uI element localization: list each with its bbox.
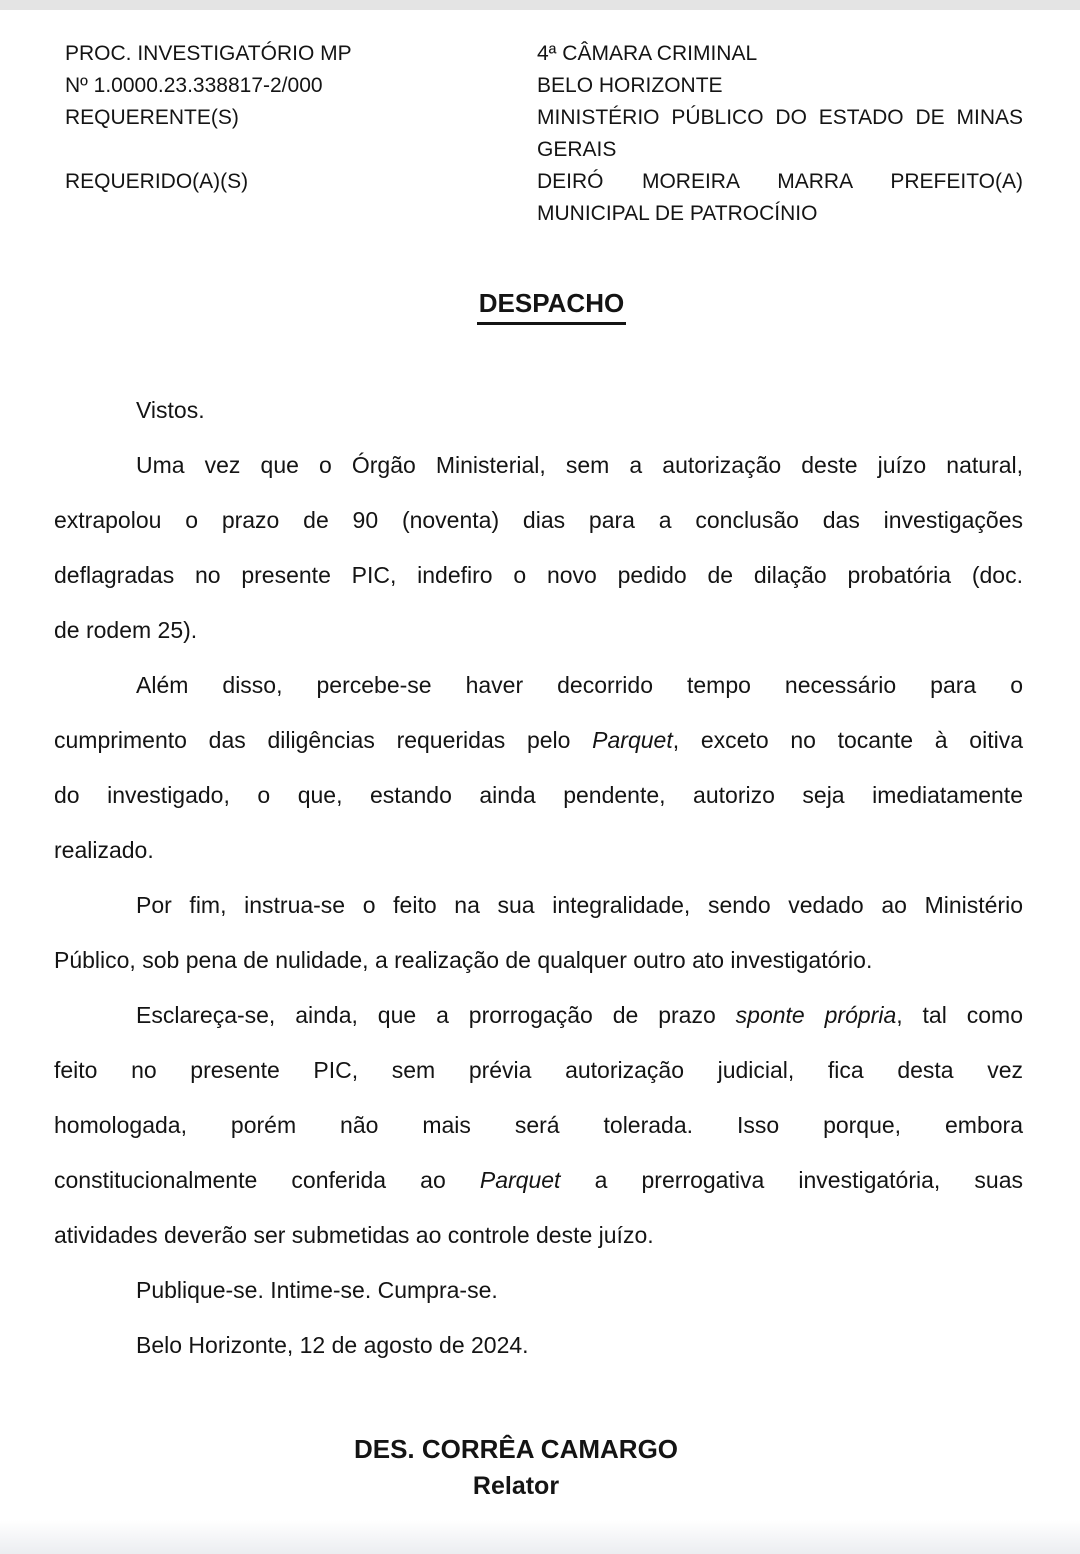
document-title: DESPACHO [477,287,626,325]
signature-name: DES. CORRÊA CAMARGO [353,1434,679,1464]
italic-text-run: sponte própria [735,1002,897,1028]
text-run: realizado. [54,837,154,863]
text-run: Além disso, percebe-se haver decorrido tempo necessário para o [136,672,1023,698]
viewer-top-edge [0,0,1080,10]
header-right-line: 4ª CÂMARA CRIMINAL [537,42,758,65]
text-line [54,933,1023,988]
case-header [65,38,1023,230]
text-line [54,438,1023,493]
text-run: Público, sob pena de nulidade, a realização de qualquer outro ato investigatório. [54,947,873,973]
text-line [54,1263,1023,1318]
text-line [54,1043,1023,1098]
text-line [54,493,1023,548]
text-line [54,383,1023,438]
paragraph [54,878,1023,988]
paragraph [54,438,1023,658]
text-line [54,878,1023,933]
header-right-line: MINISTÉRIO PÚBLICO DO ESTADO DE MINAS [537,106,1023,129]
text-line [54,823,1023,878]
header-right-line: GERAIS [537,138,617,161]
header-left-line: REQUERIDO(A)(S) [65,170,249,193]
header-right-line: MUNICIPAL DE PATROCÍNIO [537,202,818,225]
case-header-right-column [537,38,1023,230]
text-run: extrapolou o prazo de 90 (noventa) dias para a conclusão das investigações [54,507,1023,533]
text-run: atividades deverão ser submetidas ao controle deste juízo. [54,1222,654,1248]
text-line [54,1098,1023,1153]
paragraph [54,658,1023,878]
text-line [54,988,1023,1043]
text-run: Por fim, instrua-se o feito na sua integralidade, sendo vedado ao Ministério [136,892,1023,918]
italic-text-run: Parquet [479,1167,561,1193]
text-run: cumprimento das diligências requeridas pelo [54,727,593,753]
text-run: , tal como [896,1002,1023,1028]
document-body [54,383,1023,1373]
case-header-left-column [65,38,515,230]
text-line [54,1153,1023,1208]
header-left-line: PROC. INVESTIGATÓRIO MP [65,42,352,65]
header-right-line: DEIRÓ MOREIRA MARRA PREFEITO(A) [537,170,1023,193]
text-run: feito no presente PIC, sem prévia autorização judicial, fica desta vez [54,1057,1023,1083]
text-line [54,1318,1023,1373]
text-run: Vistos. [136,397,205,423]
page-bottom-edge [0,1520,1080,1554]
header-right-line: BELO HORIZONTE [537,74,723,97]
header-left-line: Nº 1.0000.23.338817-2/000 [65,74,323,97]
text-run: , exceto no tocante à oitiva [672,727,1023,753]
text-run: de rodem 25). [54,617,198,643]
paragraph [54,383,1023,438]
document-title-wrap [54,287,1023,325]
signature-role: Relator [472,1472,560,1500]
text-run: do investigado, o que, estando ainda pendente, autorizo seja imediatamente [54,782,1023,808]
paragraph [54,1318,1023,1373]
text-line [54,548,1023,603]
text-run: homologada, porém não mais será tolerada. Isso porque, embora [54,1112,1023,1138]
header-left-line: REQUERENTE(S) [65,106,239,129]
signature-block [0,1430,1032,1505]
paragraph [54,988,1023,1263]
text-run: deflagradas no presente PIC, indefiro o novo pedido de dilação probatória (doc. [54,562,1023,588]
text-run: Publique-se. Intime-se. Cumpra-se. [136,1277,498,1303]
paragraph [54,1263,1023,1318]
text-run: a prerrogativa investigatória, suas [560,1167,1023,1193]
text-line [54,658,1023,713]
text-run: Uma vez que o Órgão Ministerial, sem a autorização deste juízo natural, [136,452,1023,478]
text-run: Esclareça-se, ainda, que a prorrogação de prazo [136,1002,736,1028]
header-left-line [65,134,515,166]
text-line [54,768,1023,823]
text-line [54,603,1023,658]
text-run: constitucionalmente conferida ao [54,1167,480,1193]
text-run: Belo Horizonte, 12 de agosto de 2024. [136,1332,529,1358]
italic-text-run: Parquet [592,727,673,753]
text-line [54,713,1023,768]
text-line [54,1208,1023,1263]
